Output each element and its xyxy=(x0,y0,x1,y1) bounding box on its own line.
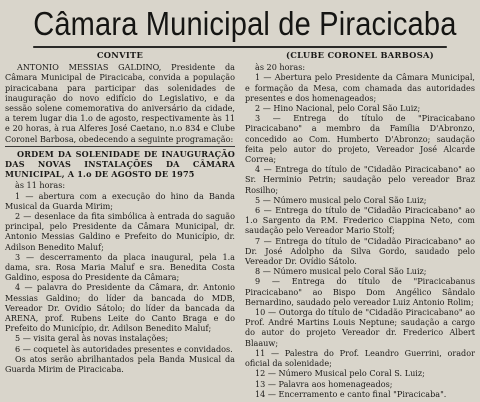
program-item: 7 — Entrega do título de "Cidadão Piracicabano" ao Dr. José Adolpho da Silva Gordo, saudado pelo Vereador Dr. Ovídio Sátolo. xyxy=(245,235,475,267)
club-heading: (CLUBE CORONEL BARBOSA) xyxy=(286,50,434,60)
left-column xyxy=(5,50,235,399)
program-item: 3 — descerramento da placa inaugural, pela 1.a dama, sra. Rosa Maria Maluf e sra. Benedita Costa Galdino, esposa do Presidente da Câmara; xyxy=(5,251,235,283)
morning-time-label: às 11 horas: xyxy=(15,180,66,191)
program-item: 12 — Número Musical pelo Coral S. Luiz; xyxy=(255,368,425,379)
program-item: 4 — palavra do Presidente da Câmara, dr. Antonio Messias Galdino; do líder da bancada do MDB, Vereador Dr. Ovidio Sátolo; do líder da bancada da ARENA, prof. Rubens Leite do Canto Braga e do Prefeito do Município, dr. Adilson Benedito Maluf; xyxy=(5,282,235,334)
evening-time-label: às 20 horas: xyxy=(255,62,306,73)
program-item: 6 — coquetel às autoridades presentes e convidados. xyxy=(15,343,233,354)
program-item: 1 — abertura com a execução do hino da Banda Musical da Guarda Mirim; xyxy=(5,190,235,211)
section-divider xyxy=(5,146,235,147)
program-item: 5 — Número musical pelo Coral São Luiz; xyxy=(255,194,427,205)
program-item: 2 — desenlace da fita simbólica à entrada do saguão principal, pelo Presidente da Câmara Municipal, dr. Antonio Messias Galdino e Prefeito do Município, dr. Adilson Benedito Maluf; xyxy=(5,211,235,252)
program-item: 10 — Outorga do título de "Cidadão Piracicabano" ao Prof. André Martins Louis Neptune; saudação a cargo do autor do projeto Vereador dr. Frederico Albert Blaauw; xyxy=(245,307,475,348)
program-item: 3 — Entrega do título de "Piracicabano Piracicabano" a membro da Família D'Abronzo, concedido ao Com. Humberto D'Abronzo; saudação feita pelo autor do projeto, Vereador José Alcarde Correa; xyxy=(245,113,475,165)
program-item: 6 — Entrega do título de "Cidadão Piracicabano" ao 1.o Sargento da P.M. Frederico Ciappina Neto, com saudação pelo Vereador Mario Stolf; xyxy=(245,205,475,236)
program-item: 14 — Encerramento e canto final "Piracicaba". xyxy=(255,388,447,399)
program-item: 9 — Entrega do título de "Piracicabanus Piracicabano" ao Bispo Dom Angélico Sândalo Bernardino, saudado pelo vereador Luiz Antonio Rolim; xyxy=(245,276,475,307)
article-columns xyxy=(5,50,475,399)
program-item: 5 — visita geral às novas instalações; xyxy=(15,333,169,344)
right-column xyxy=(245,50,475,399)
program-item: 8 — Número musical pelo Coral São Luiz; xyxy=(255,266,427,277)
program-note: Os atos serão abrilhantados pela Banda Musical da Guarda Mirim de Piracicaba. xyxy=(5,353,235,375)
program-item: 11 — Palestra do Prof. Leandro Guerrini, orador oficial da solenidade; xyxy=(245,347,475,369)
program-item: 1 — Abertura pelo Presidente da Câmara Municipal, e formação da Mesa, com chamada das autoridades presentes e dos homenageados; xyxy=(245,72,475,103)
program-item: 13 — Palavra aos homenageados; xyxy=(255,378,393,389)
convite-heading: CONVITE xyxy=(96,50,144,60)
ordem-heading: ORDEM DA SOLENIDADE DE INAUGURAÇÃO DAS NOVAS INSTALAÇÕES DA CÂMARA MUNICIPAL, A 1.o DE AGOSTO DE 1975 xyxy=(5,148,235,180)
invitation-text: ANTONIO MESSIAS GALDINO, Presidente da Câmara Municipal de Piracicaba, convida a população piracicabana para participar das solenidades de inauguração do novo edifício do Legislativo, e da sessão solene comemorativa do aniversário da cidade, a terem lugar dia 1.o de agosto, respectivamente às 11 e 20 horas, à rua Alferes José Caetano, n.o 834 e Clube Coronel Barbosa, obedecendo a seguinte programação: xyxy=(5,62,235,144)
page-title: Câmara Municipal de Piracicaba xyxy=(33,4,447,48)
program-item: 4 — Entrega do título de "Cidadão Piracicabano" ao Sr. Herminio Petrin; saudação pelo vereador Braz Rosilho; xyxy=(245,164,475,195)
program-item: 2 — Hino Nacional, pelo Coral São Luiz; xyxy=(255,103,421,114)
